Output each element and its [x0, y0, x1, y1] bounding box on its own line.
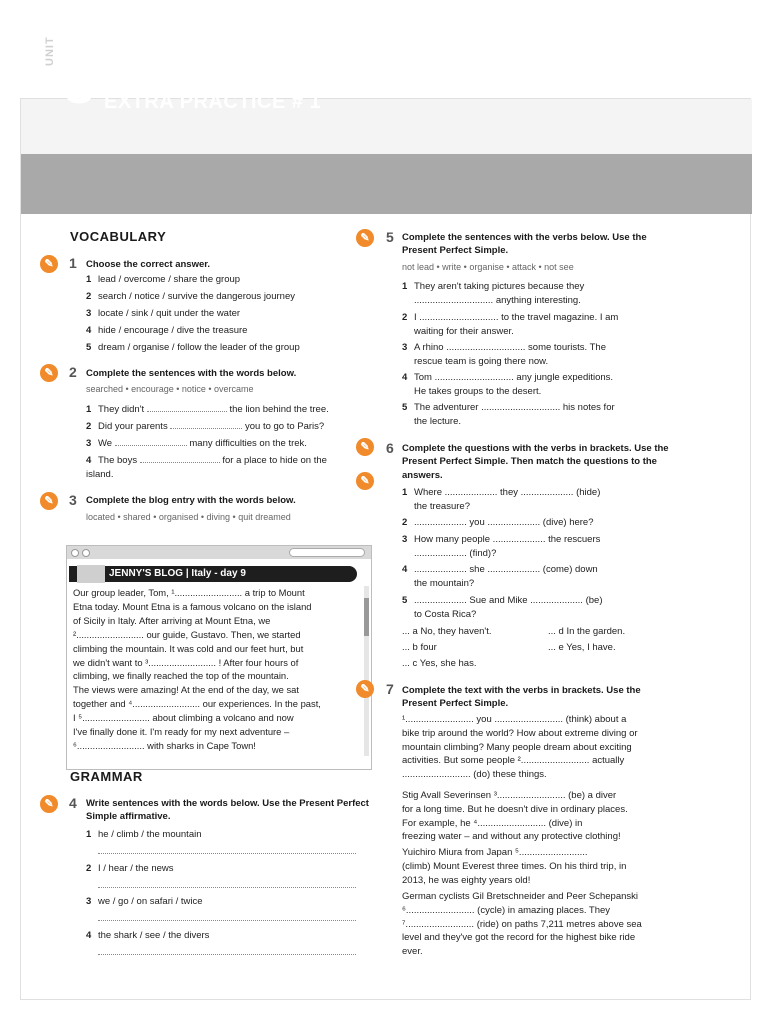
blog-line: The views were amazing! At the end of the day, we sat	[73, 684, 299, 696]
item-number: 3	[402, 534, 408, 545]
item-line1: How many people .................... the rescuers	[414, 534, 601, 545]
answer-blank[interactable]	[170, 420, 242, 429]
item-line1: Tom .............................. any jungle expeditions.	[414, 372, 614, 383]
answer-option: ... e Yes, I have.	[548, 642, 616, 653]
item-text: the shark / see / the divers	[98, 930, 210, 941]
back-icon[interactable]	[71, 549, 79, 557]
item-number: 2	[86, 291, 92, 302]
text-line: freezing water – and without any protective clothing!	[402, 831, 621, 843]
list-item	[86, 273, 240, 287]
item-number: 2	[402, 517, 408, 528]
item-line1: I .............................. to the travel magazine. I am	[414, 312, 619, 323]
exercise-instruction: Complete the blog entry with the words below.	[86, 495, 296, 506]
item-number: 5	[86, 342, 92, 353]
pencil-icon: ✎	[356, 438, 374, 456]
match-icon: ✎	[356, 472, 374, 490]
item-number: 3	[86, 438, 92, 449]
item-line1: .................... she .................... (come) down	[414, 564, 598, 575]
text-line: ever.	[402, 946, 423, 958]
exercise-number: 4	[69, 795, 77, 811]
item-text: search / notice / survive the dangerous journey	[98, 291, 295, 302]
blog-window	[66, 545, 372, 770]
text-line: activities. But some people ².......................... actually	[402, 755, 625, 767]
italy-flag-icon	[77, 565, 105, 583]
pencil-icon: ✎	[40, 492, 58, 510]
exercise-number: 6	[386, 440, 394, 456]
text-line: for a long time. But he doesn't dive in ordinary places.	[402, 803, 628, 815]
list-item	[402, 563, 672, 591]
item-number: 1	[402, 487, 408, 498]
list-item	[86, 454, 348, 482]
item-number: 3	[402, 342, 408, 353]
item-post: the lion behind the tree.	[229, 404, 329, 415]
answer-line[interactable]	[98, 954, 356, 955]
item-line2: waiting for their answer.	[414, 325, 514, 337]
answer-line[interactable]	[98, 853, 356, 854]
item-text: we / go / on safari / twice	[98, 896, 203, 907]
exercise-number: 1	[69, 255, 77, 271]
list-item	[402, 311, 672, 339]
item-post: for a place to hide on the island.	[86, 455, 327, 480]
text-line: bike trip around the world? How about extreme diving or	[402, 727, 638, 739]
text-line: Stig Avall Severinsen ³.......................... (be) a diver	[402, 790, 617, 801]
blog-line: together and ⁴.......................... our experiences. In the past,	[73, 698, 321, 710]
item-pre: We	[98, 438, 113, 449]
blog-line: Our group leader, Tom, ¹.......................... a trip to Mount	[73, 587, 305, 598]
list-item	[402, 594, 672, 622]
exercise-number: 2	[69, 364, 77, 380]
item-line1: The adventurer .............................. his notes for	[414, 402, 615, 413]
answer-blank[interactable]	[147, 403, 227, 412]
exercise-number: 5	[386, 229, 394, 245]
exercise-instruction: Complete the text with the verbs in brackets. Use the Present Perfect Simple.	[402, 685, 641, 710]
item-line2: the mountain?	[414, 577, 475, 589]
text-line: 2013, he was eighty years old!	[402, 874, 531, 886]
pencil-icon: ✎	[40, 795, 58, 813]
vocabulary-title: VOCABULARY	[70, 229, 167, 244]
answer-blank[interactable]	[140, 454, 220, 463]
exercise-number: 3	[69, 492, 77, 508]
text-block	[402, 713, 682, 782]
item-line2: He takes groups to the desert.	[414, 385, 542, 397]
blog-banner: JENNY'S BLOG | Italy - day 9	[69, 566, 357, 582]
item-pre: The boys	[98, 455, 138, 466]
item-text: locate / sink / quit under the water	[98, 308, 241, 319]
blog-line: ⁶.......................... with sharks in Cape Town!	[73, 739, 256, 751]
item-pre: Did your parents	[98, 421, 168, 432]
item-number: 5	[402, 595, 408, 606]
blog-line: ².......................... our guide, Gustavo. Then, we started	[73, 628, 301, 640]
blog-line: we didn't want to ³.......................... ! After four hours of	[73, 656, 299, 668]
item-post: many difficulties on the trek.	[189, 438, 307, 449]
pencil-icon: ✎	[40, 364, 58, 382]
item-number: 2	[86, 421, 92, 432]
item-number: 4	[86, 930, 92, 941]
item-number: 1	[86, 274, 92, 285]
item-text: dream / organise / follow the leader of the group	[98, 342, 300, 353]
blog-text	[73, 586, 363, 753]
blog-line: I ⁵.......................... about climbing a volcano and now	[73, 712, 294, 724]
item-number: 2	[86, 863, 92, 874]
item-number: 2	[402, 312, 408, 323]
item-number: 3	[86, 896, 92, 907]
item-number: 1	[402, 281, 408, 292]
list-item	[86, 437, 307, 451]
list-item	[402, 516, 672, 530]
list-item	[86, 341, 300, 355]
text-line: .......................... (do) these things.	[402, 769, 547, 781]
text-line: level and they've got the record for the highest bike ride	[402, 932, 636, 944]
item-line2: .................... (find)?	[414, 547, 497, 559]
word-list: searched • encourage • notice • overcame	[86, 384, 254, 394]
text-line: ¹.......................... you .......................... (think) about a	[402, 714, 627, 725]
answer-option: ... c Yes, she has.	[402, 658, 477, 669]
item-number: 4	[86, 325, 92, 336]
blog-line: climbing the mountain. It was cold and our feet hurt, but	[73, 642, 304, 654]
forward-icon[interactable]	[82, 549, 90, 557]
list-item	[402, 341, 672, 369]
item-line2: to Costa Rica?	[414, 608, 477, 620]
list-item	[86, 895, 203, 909]
item-line1: A rhino .............................. some tourists. The	[414, 342, 607, 353]
answer-line[interactable]	[98, 887, 356, 888]
pencil-icon: ✎	[40, 255, 58, 273]
item-text: he / climb / the mountain	[98, 829, 202, 840]
text-line: (climb) Mount Everest three times. On his third trip, in	[402, 860, 627, 872]
unit-label: UNIT	[44, 36, 56, 66]
item-line2: rescue team is going there now.	[414, 355, 549, 367]
item-text: I / hear / the news	[98, 863, 174, 874]
search-input[interactable]	[289, 548, 365, 557]
item-number: 4	[86, 455, 92, 466]
list-item	[86, 828, 202, 842]
scrollbar-thumb[interactable]	[364, 598, 369, 636]
pencil-icon: ✎	[356, 229, 374, 247]
text-block	[402, 890, 682, 959]
list-item	[86, 862, 174, 876]
item-number: 1	[86, 829, 92, 840]
list-item	[86, 403, 329, 417]
item-number: 1	[86, 404, 92, 415]
list-item	[402, 280, 672, 308]
text-line: ⁶.......................... (cycle) in amazing places. They	[402, 904, 611, 916]
pencil-icon: ✎	[356, 680, 374, 698]
text-line: Yuichiro Miura from Japan ⁵..........................	[402, 847, 588, 858]
item-line1: Where .................... they .................... (hide)	[414, 487, 601, 498]
text-line: German cyclists Gil Bretschneider and Peer Schepanski	[402, 891, 639, 902]
answer-option: ... a No, they haven't.	[402, 626, 492, 637]
answer-line[interactable]	[98, 920, 356, 921]
item-line2: .............................. anything interesting.	[414, 294, 581, 306]
text-line: For example, he ⁴.......................... (dive) in	[402, 817, 583, 829]
exercise-instruction: Write sentences with the words below. Use the Present Perfect Simple affirmative.	[86, 798, 369, 823]
exercise-instruction: Choose the correct answer.	[86, 259, 211, 270]
item-text: hide / encourage / dive the treasure	[98, 325, 248, 336]
text-line: mountain climbing? Many people dream about exciting	[402, 741, 632, 753]
text-line: ⁷.......................... (ride) on paths 7,211 metres above sea	[402, 918, 642, 930]
answer-option: ... b four	[402, 642, 437, 653]
item-number: 5	[402, 402, 408, 413]
item-line2: the lecture.	[414, 415, 461, 427]
answer-option: ... d In the garden.	[548, 626, 626, 637]
exercise-instruction: Complete the questions with the verbs in brackets. Use the Present Perfect Simple. Then match the questions to the answers.	[402, 443, 669, 481]
list-item	[86, 307, 240, 321]
answer-blank[interactable]	[115, 437, 187, 446]
item-pre: They didn't	[98, 404, 145, 415]
list-item	[402, 401, 672, 429]
list-item	[402, 371, 672, 399]
word-list: not lead • write • organise • attack • not see	[402, 262, 574, 272]
unit-header	[21, 154, 752, 214]
list-item	[86, 420, 324, 434]
list-item	[86, 324, 247, 338]
exercise-instruction: Complete the sentences with the words below.	[86, 368, 297, 379]
item-text: lead / overcome / share the group	[98, 274, 241, 285]
item-line1: .................... you .................... (dive) here?	[414, 517, 594, 528]
page-title: EXTRA PRACTICE # 1	[104, 91, 322, 113]
word-list: located • shared • organised • diving • quit dreamed	[86, 512, 291, 522]
blog-line: of Sicily in Italy. After arriving at Mount Etna, we	[73, 614, 271, 626]
item-line1: .................... Sue and Mike .................... (be)	[414, 595, 603, 606]
unit-number: 8	[64, 55, 95, 115]
list-item	[402, 533, 672, 561]
grammar-title: GRAMMAR	[70, 769, 143, 784]
list-item	[86, 290, 295, 304]
text-block	[402, 789, 682, 844]
text-block	[402, 846, 682, 887]
list-item	[402, 486, 672, 514]
item-line2: the treasure?	[414, 500, 470, 512]
list-item	[86, 929, 209, 943]
blog-line: I've finally done it. I'm ready for my next adventure –	[73, 726, 290, 738]
item-number: 3	[86, 308, 92, 319]
blog-line: Etna today. Mount Etna is a famous volcano on the island	[73, 600, 312, 612]
item-number: 4	[402, 564, 408, 575]
blog-line: climbing, we finally reached the top of the mountain.	[73, 670, 289, 682]
exercise-instruction: Complete the sentences with the verbs below. Use the Present Perfect Simple.	[402, 232, 647, 257]
item-post: you to go to Paris?	[244, 421, 325, 432]
exercise-number: 7	[386, 681, 394, 697]
item-line1: They aren't taking pictures because they	[414, 281, 585, 292]
item-number: 4	[402, 372, 408, 383]
